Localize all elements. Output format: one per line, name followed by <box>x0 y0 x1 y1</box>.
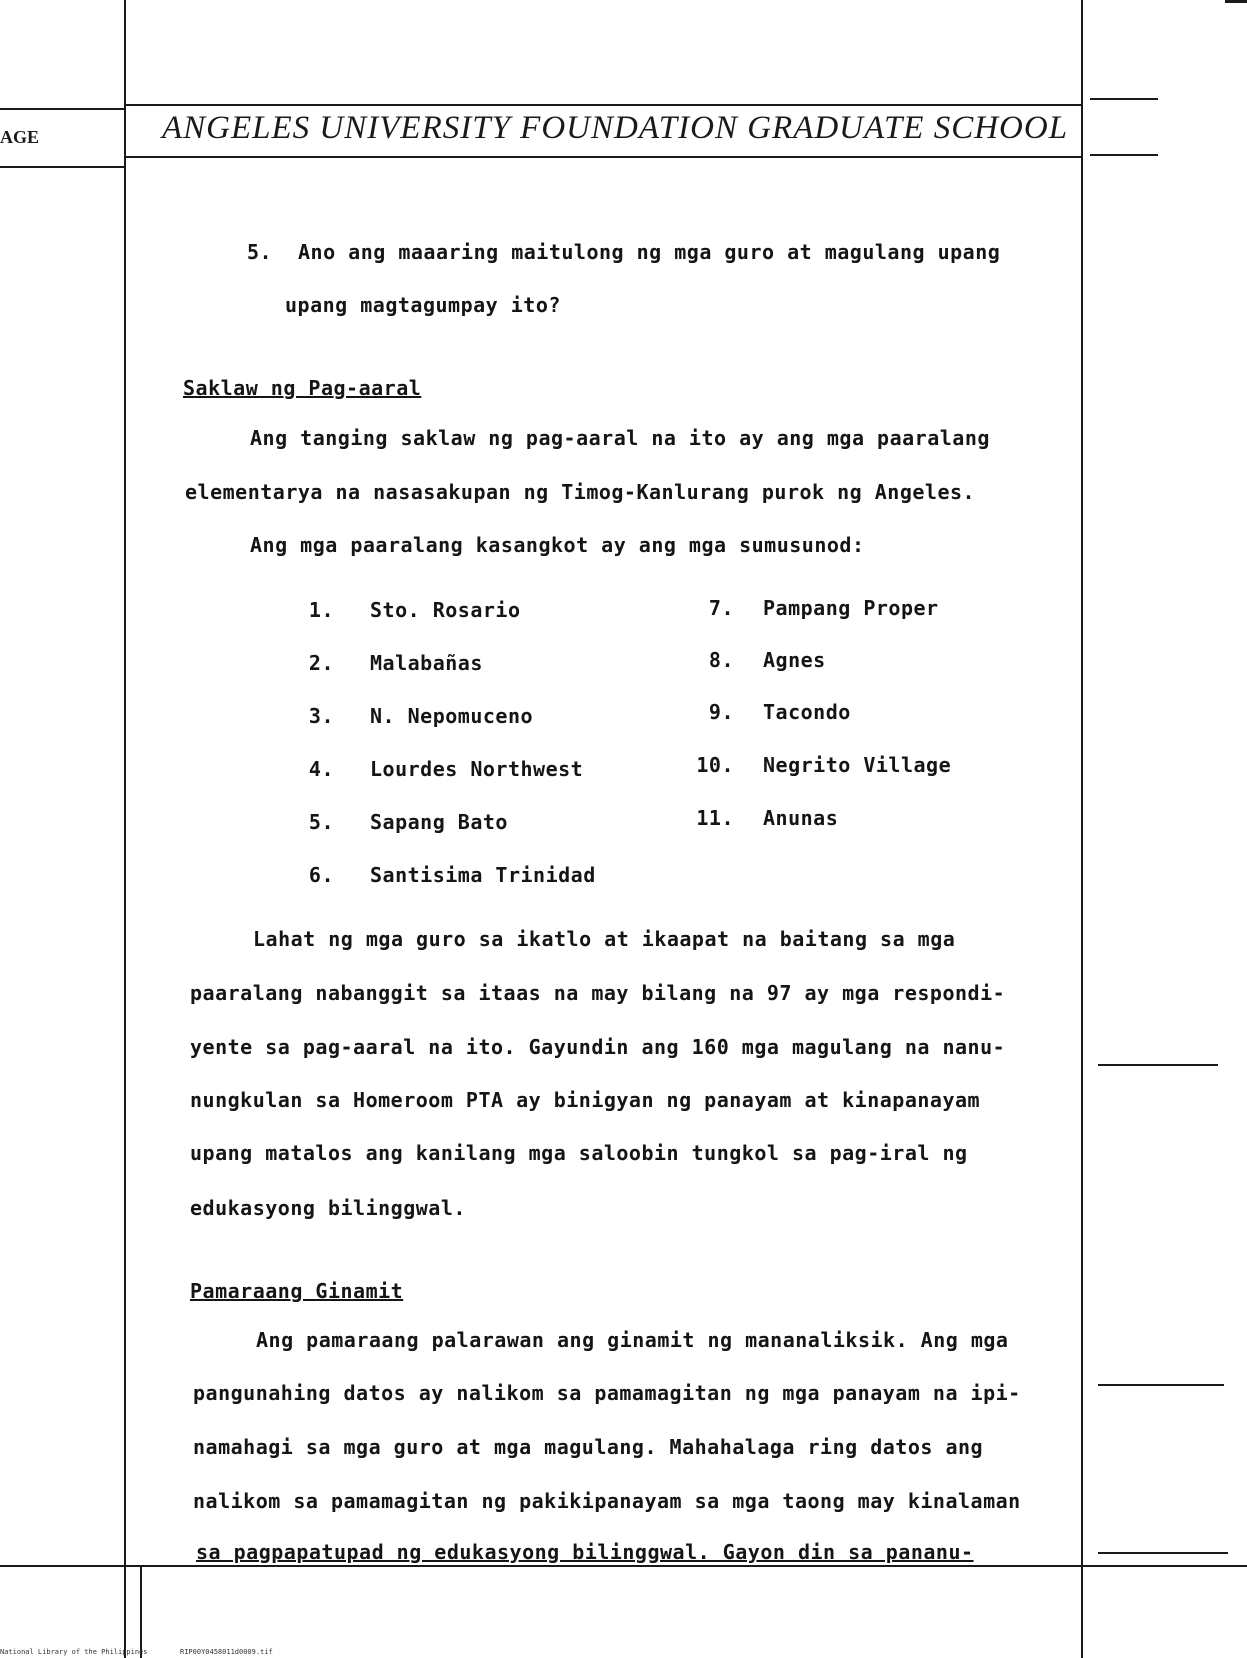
list-item-number: 4. <box>308 757 334 781</box>
list-item-number: 1. <box>308 598 334 622</box>
respondents-line-4: nungkulan sa Homeroom PTA ay binigyan ng panayam at kinapanayam <box>190 1088 981 1112</box>
list-item-number: 6. <box>308 863 334 887</box>
page-header-title: ANGELES UNIVERSITY FOUNDATION GRADUATE SCHOOL <box>162 110 1069 146</box>
list-item: Agnes <box>763 648 826 672</box>
method-line-4: nalikom sa pamamagitan ng pakikipanayam sa mga taong may kinalaman <box>193 1489 1021 1513</box>
footer-left-rule <box>140 1565 142 1658</box>
scope-para1-line1: Ang tanging saklaw ng pag-aaral na ito ay ang mga paaralang <box>250 426 990 450</box>
list-item: Sto. Rosario <box>370 598 521 622</box>
header-bottom-rule <box>124 156 1083 158</box>
scope-para1-line2: elementarya na nasasakupan ng Timog-Kanlurang purok ng Angeles. <box>185 480 976 504</box>
respondents-line-5: upang matalos ang kanilang mga saloobin tungkol sa pag-iral ng <box>190 1141 968 1165</box>
left-margin-rule <box>124 0 126 1658</box>
list-item: Pampang Proper <box>763 596 939 620</box>
margin-tab-label: AGE <box>0 127 40 147</box>
right-side-rule-a <box>1098 1064 1218 1066</box>
list-item: Malabañas <box>370 651 483 675</box>
list-item: Negrito Village <box>763 753 952 777</box>
list-item-number: 9. <box>708 700 734 724</box>
corner-mark <box>1225 0 1247 3</box>
method-line-5: sa pagpapatupad ng edukasyong bilinggwal. Gayon din sa pananu- <box>196 1540 974 1564</box>
list-item-number: 3. <box>308 704 334 728</box>
list-item-number: 10. <box>696 753 734 777</box>
question-number: 5. <box>247 240 273 264</box>
list-item: Sapang Bato <box>370 810 508 834</box>
list-item-number: 8. <box>708 648 734 672</box>
list-item-number: 5. <box>308 810 334 834</box>
list-item: Tacondo <box>763 700 851 724</box>
margin-tab-bottom-rule <box>0 166 126 168</box>
question-line-2: upang magtagumpay ito? <box>285 293 561 317</box>
list-item-number: 7. <box>708 596 734 620</box>
margin-tab-top-rule <box>0 108 126 110</box>
method-line-1: Ang pamaraang palarawan ang ginamit ng mananaliksik. Ang mga <box>256 1328 1009 1352</box>
right-tab-top-rule <box>1090 98 1158 100</box>
respondents-line-3: yente sa pag-aaral na ito. Gayundin ang 160 mga magulang na nanu- <box>190 1035 1006 1059</box>
footer-file-id: RIP00Y0458011d0009.tif <box>180 1648 273 1656</box>
footer-rule <box>0 1565 1247 1567</box>
respondents-line-2: paaralang nabanggit sa itaas na may bilang na 97 ay mga respondi- <box>190 981 1006 1005</box>
respondents-line-6: edukasyong bilinggwal. <box>190 1196 466 1220</box>
question-line-1: Ano ang maaaring maitulong ng mga guro at magulang upang <box>298 240 1001 264</box>
right-tab-bottom-rule <box>1090 154 1158 156</box>
scope-para2: Ang mga paaralang kasangkot ay ang mga sumusunod: <box>250 533 865 557</box>
list-item: Lourdes Northwest <box>370 757 584 781</box>
scope-heading: Saklaw ng Pag-aaral <box>183 376 422 400</box>
list-item-number: 2. <box>308 651 334 675</box>
list-item: Santisima Trinidad <box>370 863 596 887</box>
method-line-2: pangunahing datos ay nalikom sa pamamagitan ng mga panayam na ipi- <box>193 1381 1021 1405</box>
method-line-3: namahagi sa mga guro at mga magulang. Mahahalaga ring datos ang <box>193 1435 984 1459</box>
header-top-rule <box>124 104 1083 106</box>
right-margin-rule <box>1081 0 1083 1658</box>
list-item: Anunas <box>763 806 839 830</box>
respondents-line-1: Lahat ng mga guro sa ikatlo at ikaapat na baitang sa mga <box>253 927 956 951</box>
list-item: N. Nepomuceno <box>370 704 534 728</box>
list-item-number: 11. <box>696 806 734 830</box>
footer-library-label: National Library of the Philippines <box>0 1648 148 1656</box>
right-side-rule-b <box>1098 1384 1224 1386</box>
method-heading: Pamaraang Ginamit <box>190 1279 404 1303</box>
right-side-rule-c <box>1098 1552 1228 1554</box>
